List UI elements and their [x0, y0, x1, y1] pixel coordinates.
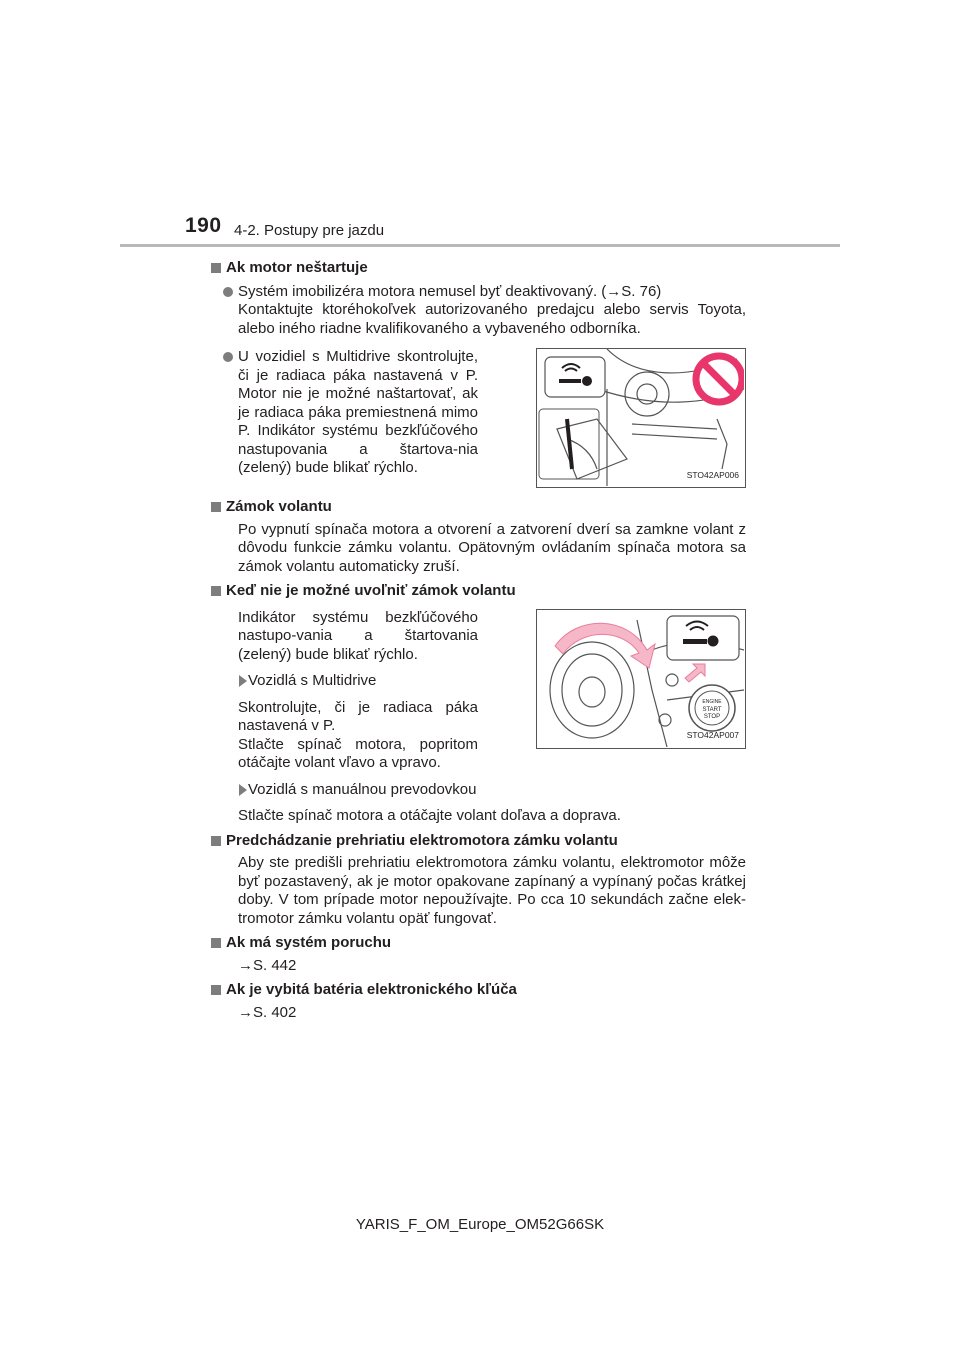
manual-label: Vozidlá s manuálnou prevodovkou: [210, 781, 478, 800]
heading-key-battery: Ak je vybitá batéria elektronického kľúča: [210, 981, 746, 1000]
figure-steering-wheel: [536, 609, 746, 749]
section-title: 4-2. Postupy pre jazdu: [234, 222, 385, 239]
multidrive-label: Vozidlá s Multidrive: [210, 672, 478, 691]
heading-engine-not-starting: Ak motor neštartuje: [210, 259, 746, 278]
header-rule: [120, 244, 840, 247]
overheat-text: Aby ste predišli prehriatiu elektromotora zámku volantu, elektromotor môže byť pozastavený, ak je motor opakovane zapínaný a vypínaný počas krátkej doby. V tom prípade motor nepoužívajte. Po cca 10 sekundách začne elek-tromotor zámku volantu opäť fungovať.: [238, 854, 746, 927]
page-number: 190: [185, 214, 222, 237]
engine-start-stop-button-icon: [689, 685, 735, 731]
heading-release-steering-lock: Keď nie je možné uvoľniť zámok volantu: [210, 582, 746, 601]
press-switch-text: Stlačte spínač motora, popritom otáčajte volant vľavo a vpravo.: [238, 735, 478, 771]
indicator-flash-text: Indikátor systému bezkľúčového nastupo-vania a štartovania (zelený) bude blikať rýchlo.: [238, 608, 478, 663]
figure-label: STO42AP007: [686, 730, 739, 740]
button-label-start: START: [702, 706, 722, 713]
key-battery-ref: →S. 402: [238, 1003, 297, 1021]
steering-lock-text: Po vypnutí spínača motora a otvorení a zatvorení dverí sa zamkne volant z dôvodu funkcie zámku volantu. Opätovným ovládaním spínača motora sa zámok volantu automaticky zruší.: [238, 520, 746, 575]
heading-steering-lock: Zámok volantu: [210, 498, 746, 517]
figure-shift-lever: [536, 348, 746, 488]
multidrive-text: [210, 699, 478, 773]
contact-dealer-text: Kontaktujte ktoréhokoľvek autorizovaného predajcu alebo servis Toyota, alebo iného riadne kvalifikovaného a vybaveného odborníka.: [238, 301, 746, 337]
footer-doc-id: YARIS_F_OM_Europe_OM52G66SK: [355, 1216, 605, 1233]
page-content: [210, 254, 746, 1022]
check-p-text: Skontrolujte, či je radiaca páka nastavená v P.: [238, 698, 478, 734]
prohibited-icon: [696, 356, 742, 402]
heading-malfunction: Ak má systém poruchu: [210, 934, 746, 953]
bullet-immobilizer: [210, 283, 746, 339]
manual-text: Stlačte spínač motora a otáčajte volant doľava a doprava.: [238, 807, 621, 824]
bullet-multidrive-check: U vozidiel s Multidrive skontrolujte, či je radiaca páka nastavená v P. Motor nie je možné naštartovať, ak je radiaca páka premiestnená mimo P. Indikátor systému bezkľúčového nastupovania a štartova-nia (zelený) bude blikať rýchlo.: [210, 348, 478, 478]
immobilizer-text: Systém imobilizéra motora nemusel byť deaktivovaný. (→S. 76): [238, 282, 662, 300]
press-arrow-icon: [685, 664, 705, 682]
figure-label: STO42AP006: [686, 469, 739, 480]
button-label-stop: STOP: [703, 713, 721, 720]
rotation-arrow-icon: [555, 623, 655, 668]
malfunction-ref: →S. 442: [238, 956, 297, 974]
button-label-engine: ENGINE: [702, 698, 722, 705]
heading-overheat: Predchádzanie prehriatiu elektromotora zámku volantu: [210, 832, 746, 851]
